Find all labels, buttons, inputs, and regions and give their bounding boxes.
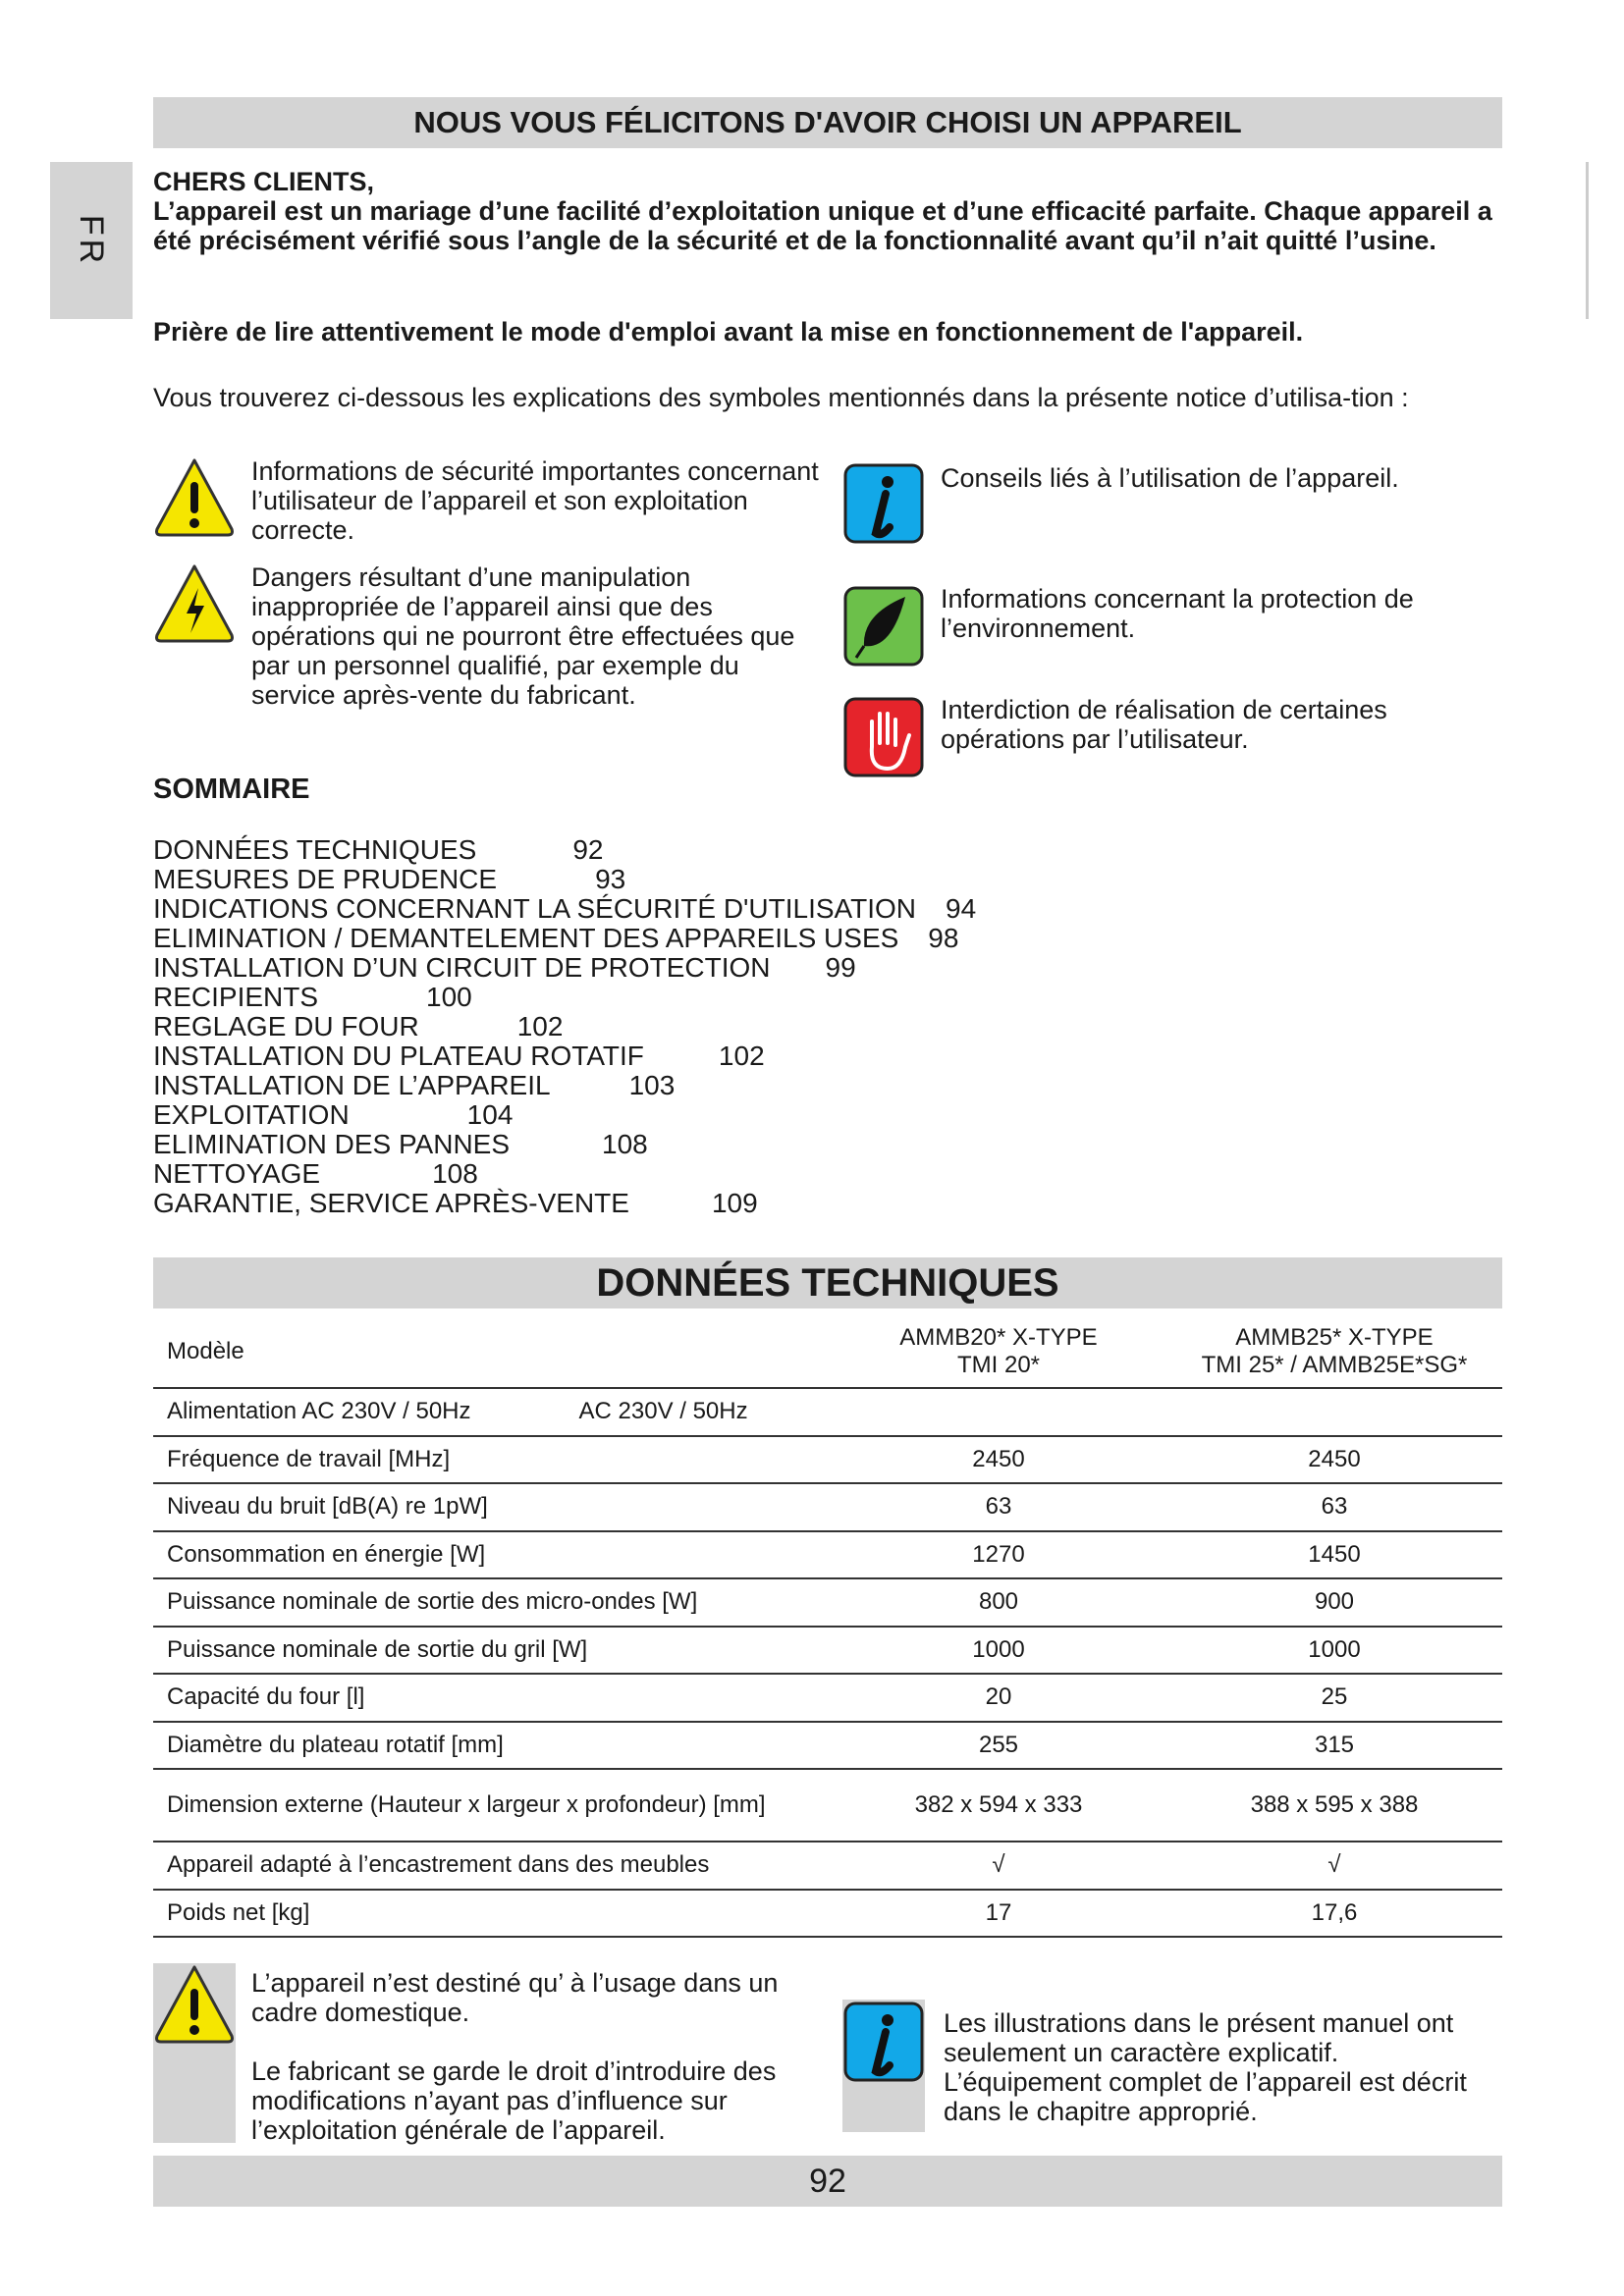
toc-label: INSTALLATION DU PLATEAU ROTATIF <box>153 1041 644 1071</box>
section-title: DONNÉES TECHNIQUES <box>596 1260 1059 1305</box>
note-domestic: L’appareil n’est destiné qu’ à l’usage dans un cadre domestique. <box>251 1968 779 2027</box>
toc-item[interactable] <box>153 1100 976 1130</box>
supply-cell <box>153 1388 1502 1436</box>
page-title-bar <box>153 97 1502 148</box>
toc-label: EXPLOITATION <box>153 1099 350 1130</box>
symbol-text: Informations de sécurité importantes concernant l’utilisateur de l’appareil et son exploitation correcte. <box>251 456 819 545</box>
symbol-warning <box>153 456 821 545</box>
toc-page: 92 <box>572 834 604 865</box>
toc-page: 93 <box>595 864 626 894</box>
please-read: Prière de lire attentivement le mode d'emploi avant la mise en fonctionnement de l'appareil. <box>153 317 1304 347</box>
symbol-electric <box>153 562 821 710</box>
table-row <box>153 1674 1502 1722</box>
table-row <box>153 1578 1502 1627</box>
model-col-1 <box>831 1315 1166 1388</box>
table-header-row <box>153 1315 1502 1388</box>
table-row <box>153 1890 1502 1938</box>
symbol-prohibited <box>842 695 1510 779</box>
info-icon <box>842 461 925 546</box>
row-value: 2450 <box>831 1436 1166 1484</box>
toc-page: 94 <box>946 893 977 924</box>
toc-page: 99 <box>825 952 856 983</box>
symbol-text: Conseils liés à l’utilisation de l’appareil. <box>941 463 1399 493</box>
model-name: TMI 20* <box>956 1351 1041 1378</box>
toc-title: SOMMAIRE <box>153 774 310 805</box>
table-row <box>153 1722 1502 1770</box>
toc-label: REGLAGE DU FOUR <box>153 1011 419 1041</box>
toc-item[interactable] <box>153 1189 976 1218</box>
row-label: Puissance nominale de sortie des micro-ondes [W] <box>153 1578 831 1627</box>
symbol-environment <box>842 584 1510 668</box>
toc-label: RECIPIENTS <box>153 982 319 1012</box>
row-value: 315 <box>1166 1722 1502 1770</box>
model-name: AMMB20* X-TYPE <box>899 1323 1098 1351</box>
toc-item[interactable] <box>153 1041 976 1071</box>
toc-page: 98 <box>928 923 959 953</box>
toc-label: INSTALLATION DE L’APPAREIL <box>153 1070 551 1100</box>
toc-item[interactable] <box>153 835 976 865</box>
toc-label: MESURES DE PRUDENCE <box>153 864 498 894</box>
table-row <box>153 1627 1502 1675</box>
check-mark: √ <box>1166 1842 1502 1890</box>
row-label: Capacité du four [l] <box>153 1674 831 1722</box>
section-title-bar <box>153 1257 1502 1308</box>
toc-label: GARANTIE, SERVICE APRÈS-VENTE <box>153 1188 629 1218</box>
divider <box>1586 162 1589 319</box>
toc-page: 108 <box>602 1129 648 1159</box>
toc-item[interactable] <box>153 1012 976 1041</box>
toc-page: 100 <box>426 982 472 1012</box>
toc-item[interactable] <box>153 953 976 983</box>
toc-item[interactable] <box>153 924 976 953</box>
row-value: AC 230V / 50Hz <box>578 1398 748 1425</box>
table-of-contents <box>153 835 976 1218</box>
check-mark: √ <box>831 1842 1166 1890</box>
intro <box>153 167 1508 255</box>
toc-label: NETTOYAGE <box>153 1158 321 1189</box>
model-label: Modèle <box>153 1315 831 1388</box>
row-label: Poids net [kg] <box>153 1890 831 1938</box>
model-col-2 <box>1166 1315 1502 1388</box>
toc-item[interactable] <box>153 894 976 924</box>
toc-label: DONNÉES TECHNIQUES <box>153 834 477 865</box>
toc-item[interactable] <box>153 983 976 1012</box>
row-value: 1000 <box>831 1627 1166 1675</box>
toc-page: 109 <box>711 1188 758 1218</box>
symbol-text: Informations concernant la protection de l’environnement. <box>941 584 1414 643</box>
table-row <box>153 1436 1502 1484</box>
row-label: Puissance nominale de sortie du gril [W] <box>153 1627 831 1675</box>
row-label: Consommation en énergie [W] <box>153 1531 831 1579</box>
row-value: 2450 <box>1166 1436 1502 1484</box>
model-name: AMMB25* X-TYPE <box>1235 1323 1434 1351</box>
row-value: 17,6 <box>1166 1890 1502 1938</box>
toc-label: ELIMINATION / DEMANTELEMENT DES APPAREILS USES <box>153 923 899 953</box>
warning-icon <box>153 456 236 539</box>
table-row <box>153 1769 1502 1842</box>
row-label: Fréquence de travail [MHz] <box>153 1436 831 1484</box>
toc-page: 102 <box>718 1041 765 1071</box>
row-value: 63 <box>1166 1483 1502 1531</box>
row-value: 63 <box>831 1483 1166 1531</box>
toc-item[interactable] <box>153 1071 976 1100</box>
row-value: 20 <box>831 1674 1166 1722</box>
electric-hazard-icon <box>153 562 236 645</box>
language-tab <box>50 162 133 319</box>
table-row <box>153 1531 1502 1579</box>
table-row <box>153 1388 1502 1436</box>
row-value: 17 <box>831 1890 1166 1938</box>
toc-item[interactable] <box>153 865 976 894</box>
row-label: Alimentation AC 230V / 50Hz <box>167 1398 471 1425</box>
toc-page: 104 <box>466 1099 514 1130</box>
model-name: TMI 25* / AMMB25E*SG* <box>1201 1351 1468 1378</box>
page-number: 92 <box>809 2162 846 2200</box>
language-label: FR <box>73 214 111 267</box>
page-title: NOUS VOUS FÉLICITONS D'AVOIR CHOISI UN APPAREIL <box>413 105 1242 139</box>
toc-page: 108 <box>432 1158 478 1189</box>
symbol-info <box>842 461 1510 546</box>
intro-body: L’appareil est un mariage d’une facilité d’exploitation unique et d’une efficacité parfaite. Chaque appareil a été précisément vérifié sous l’angle de la sécurité et de la fonctionnalité avant qu’il n’ait quitté l’usine. <box>153 196 1492 255</box>
greeting: CHERS CLIENTS, <box>153 167 375 196</box>
note-modifications: Le fabricant se garde le droit d’introduire des modifications n’ayant pas d’influence sur l’exploitation générale de l’appareil. <box>251 2056 777 2145</box>
row-label: Dimension externe (Hauteur x largeur x profondeur) [mm] <box>153 1769 831 1842</box>
table-row <box>153 1483 1502 1531</box>
toc-item[interactable] <box>153 1130 976 1159</box>
stop-hand-icon <box>842 695 925 779</box>
note-illustrations: Les illustrations dans le présent manuel ont seulement un caractère explicatif. L’équipement complet de l’appareil est décrit dans le chapitre approprié. <box>944 2008 1467 2126</box>
row-label: Niveau du bruit [dB(A) re 1pW] <box>153 1483 831 1531</box>
warning-icon <box>153 1963 236 2046</box>
symbol-text: Interdiction de réalisation de certaines opérations par l’utilisateur. <box>941 695 1387 754</box>
row-value: 255 <box>831 1722 1166 1770</box>
toc-label: INSTALLATION D’UN CIRCUIT DE PROTECTION <box>153 952 771 983</box>
page-footer <box>153 2156 1502 2207</box>
toc-page: 103 <box>628 1070 676 1100</box>
toc-label: ELIMINATION DES PANNES <box>153 1129 511 1159</box>
row-value: 388 x 595 x 388 <box>1166 1769 1502 1842</box>
row-label: Appareil adapté à l’encastrement dans des meubles <box>153 1842 831 1890</box>
row-label: Diamètre du plateau rotatif [mm] <box>153 1722 831 1770</box>
toc-page: 102 <box>516 1011 564 1041</box>
symbols-intro: Vous trouverez ci-dessous les explications des symboles mentionnés dans la présente notice d’utilisa-tion : <box>153 383 1409 412</box>
table-row <box>153 1842 1502 1890</box>
toc-item[interactable] <box>153 1159 976 1189</box>
leaf-icon <box>842 584 925 668</box>
row-value: 900 <box>1166 1578 1502 1627</box>
row-value: 1270 <box>831 1531 1166 1579</box>
info-icon <box>842 2000 925 2084</box>
row-value: 25 <box>1166 1674 1502 1722</box>
row-value: 1000 <box>1166 1627 1502 1675</box>
specs-table <box>153 1315 1502 1938</box>
row-value: 800 <box>831 1578 1166 1627</box>
row-value: 382 x 594 x 333 <box>831 1769 1166 1842</box>
toc-label: INDICATIONS CONCERNANT LA SÉCURITÉ D'UTILISATION <box>153 893 916 924</box>
symbol-text: Dangers résultant d’une manipulation inappropriée de l’appareil ainsi que des opérations qui ne pourront être effectuées que par un personnel qualifié, par exemple du service après-vente du fabricant. <box>251 562 795 710</box>
row-value: 1450 <box>1166 1531 1502 1579</box>
